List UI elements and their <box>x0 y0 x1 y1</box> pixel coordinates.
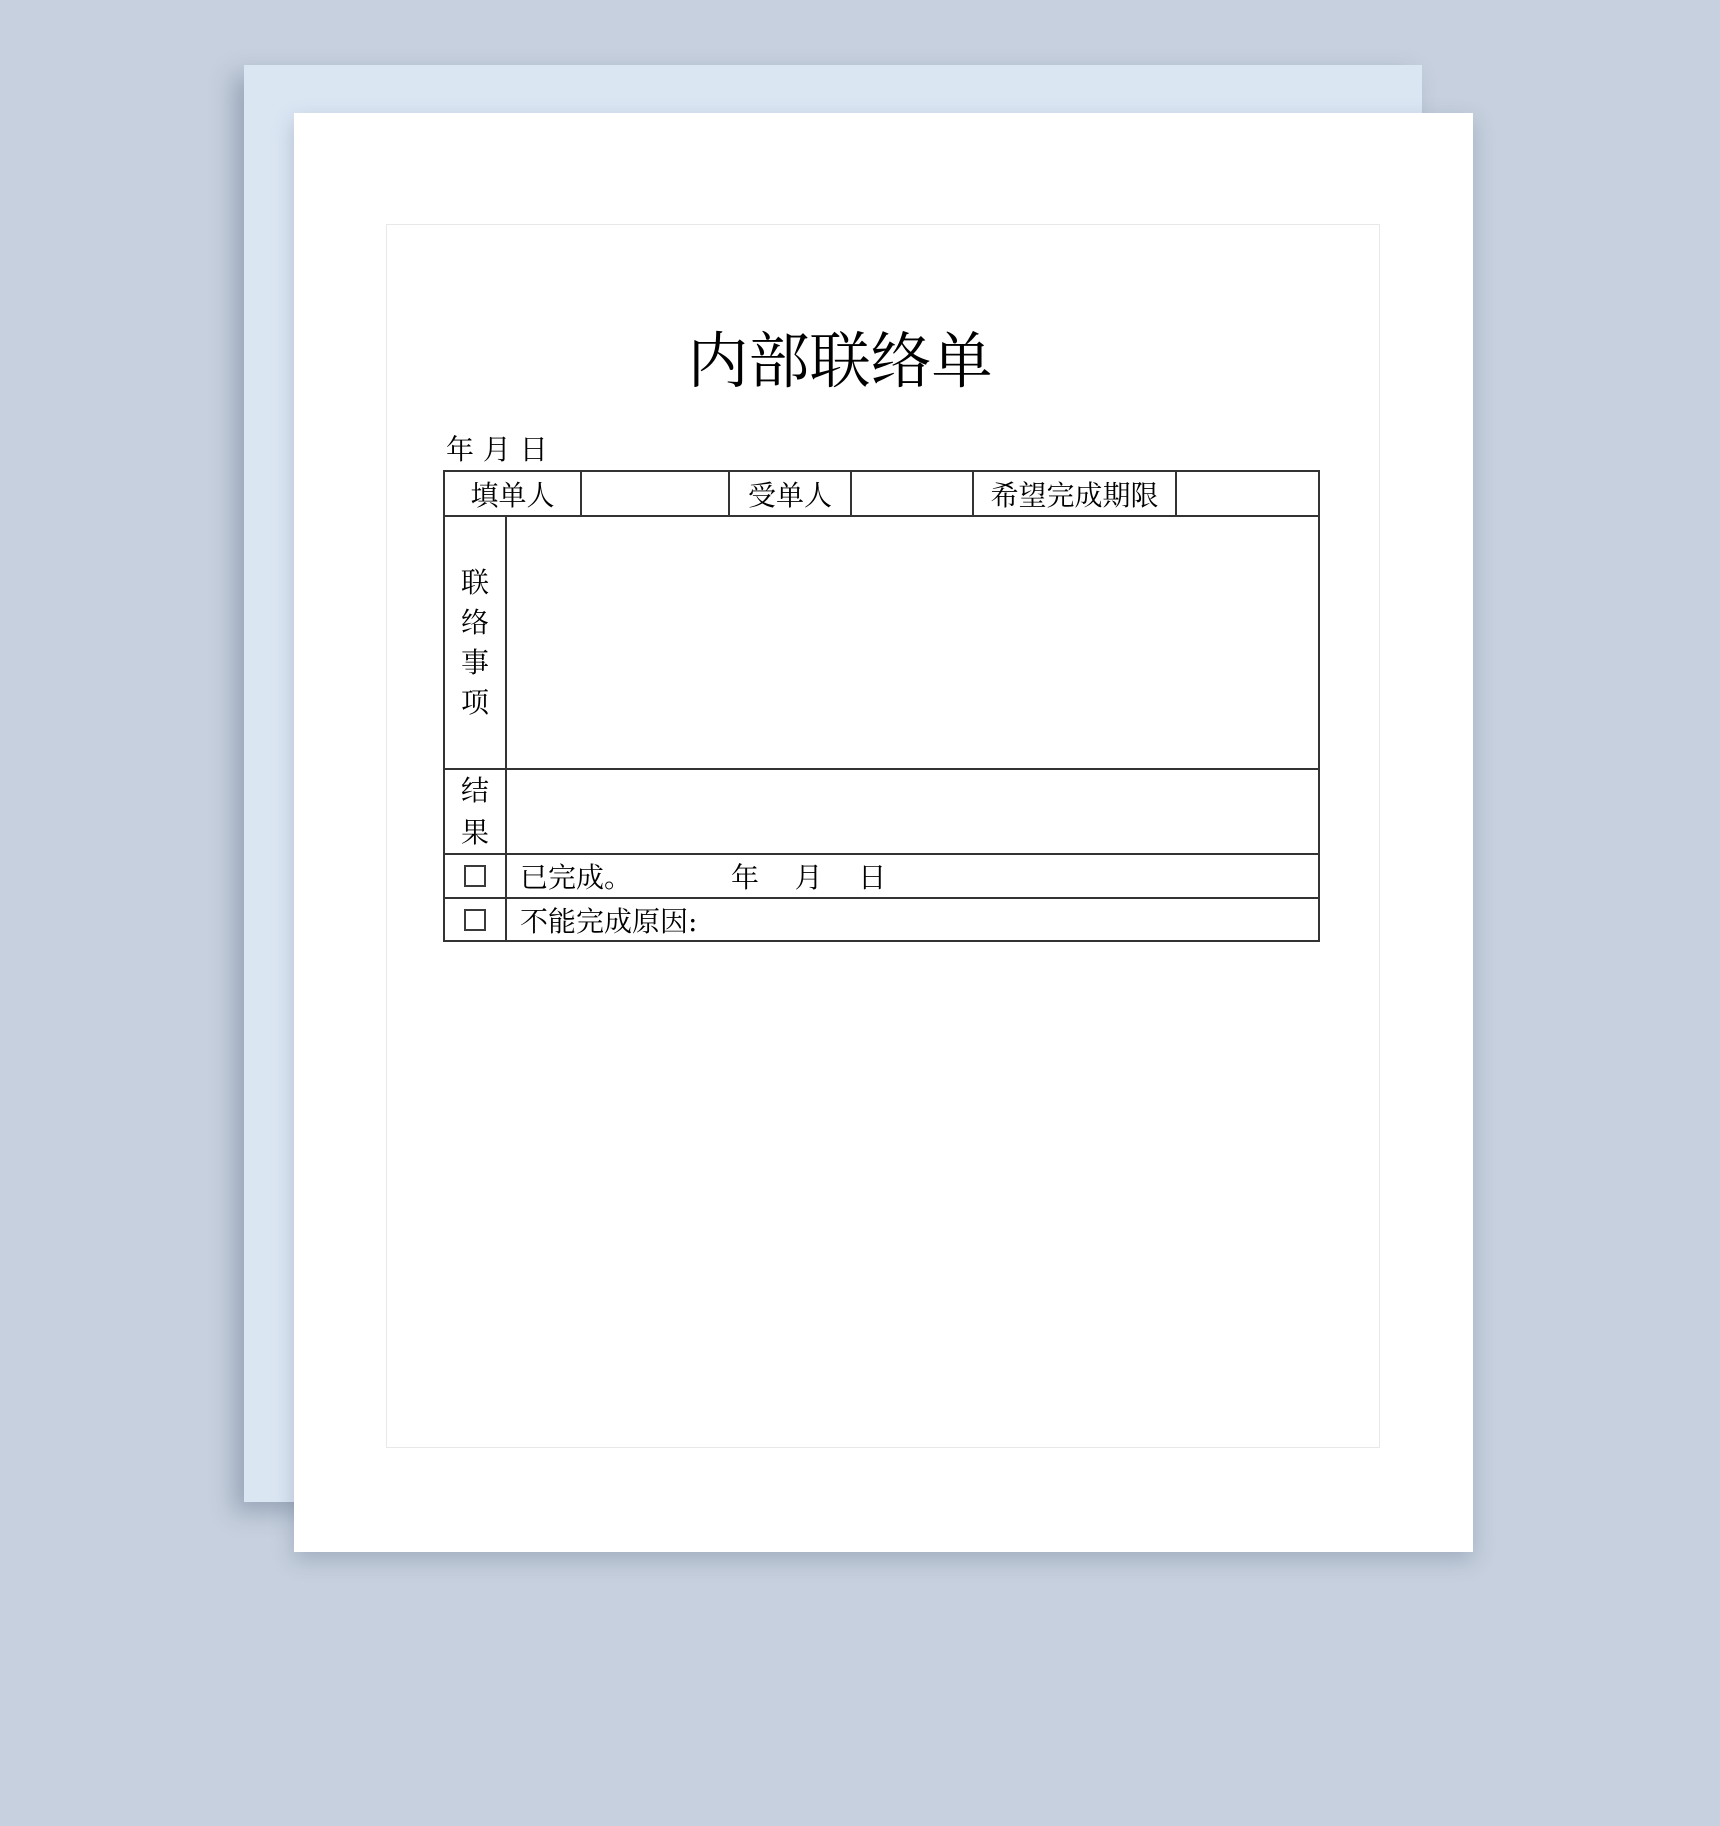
filler-value-cell[interactable] <box>582 472 730 515</box>
result-row <box>445 770 1318 855</box>
completed-row <box>445 855 1318 899</box>
completed-date-line: 年 月 日 <box>731 861 887 894</box>
completed-checkbox-cell <box>445 855 507 897</box>
completed-checkbox-icon[interactable] <box>464 865 486 887</box>
recipient-label-cell <box>730 472 852 515</box>
not-completed-checkbox-cell <box>445 899 507 940</box>
recipient-label: 受单人 <box>747 478 832 512</box>
not-completed-text: 不能完成原因: <box>520 904 698 938</box>
date-line: 年 月 日 <box>446 433 548 466</box>
result-label: 结果 <box>460 773 489 849</box>
not-completed-checkbox-icon[interactable] <box>464 909 486 931</box>
contact-matters-label-cell <box>445 517 507 768</box>
not-completed-text-cell <box>507 899 1318 940</box>
not-completed-row <box>445 899 1318 940</box>
deadline-value-cell[interactable] <box>1177 472 1318 515</box>
filler-label: 填单人 <box>470 478 555 512</box>
result-label-cell <box>445 770 507 853</box>
contact-matters-row <box>445 517 1318 770</box>
deadline-label-cell <box>974 472 1177 515</box>
completed-text: 已完成。 <box>520 861 633 894</box>
result-value-cell[interactable] <box>507 770 1318 853</box>
table-header-row <box>445 472 1318 517</box>
completed-text-cell <box>507 855 1318 897</box>
recipient-value-cell[interactable] <box>852 472 974 515</box>
document-page <box>294 113 1473 1552</box>
contact-matters-value-cell[interactable] <box>507 517 1318 768</box>
page-title: 内部联络单 <box>687 326 993 397</box>
deadline-label: 希望完成期限 <box>990 478 1159 512</box>
contact-form-table <box>443 470 1320 942</box>
filler-label-cell <box>445 472 582 515</box>
contact-matters-label: 联络事项 <box>460 565 489 719</box>
